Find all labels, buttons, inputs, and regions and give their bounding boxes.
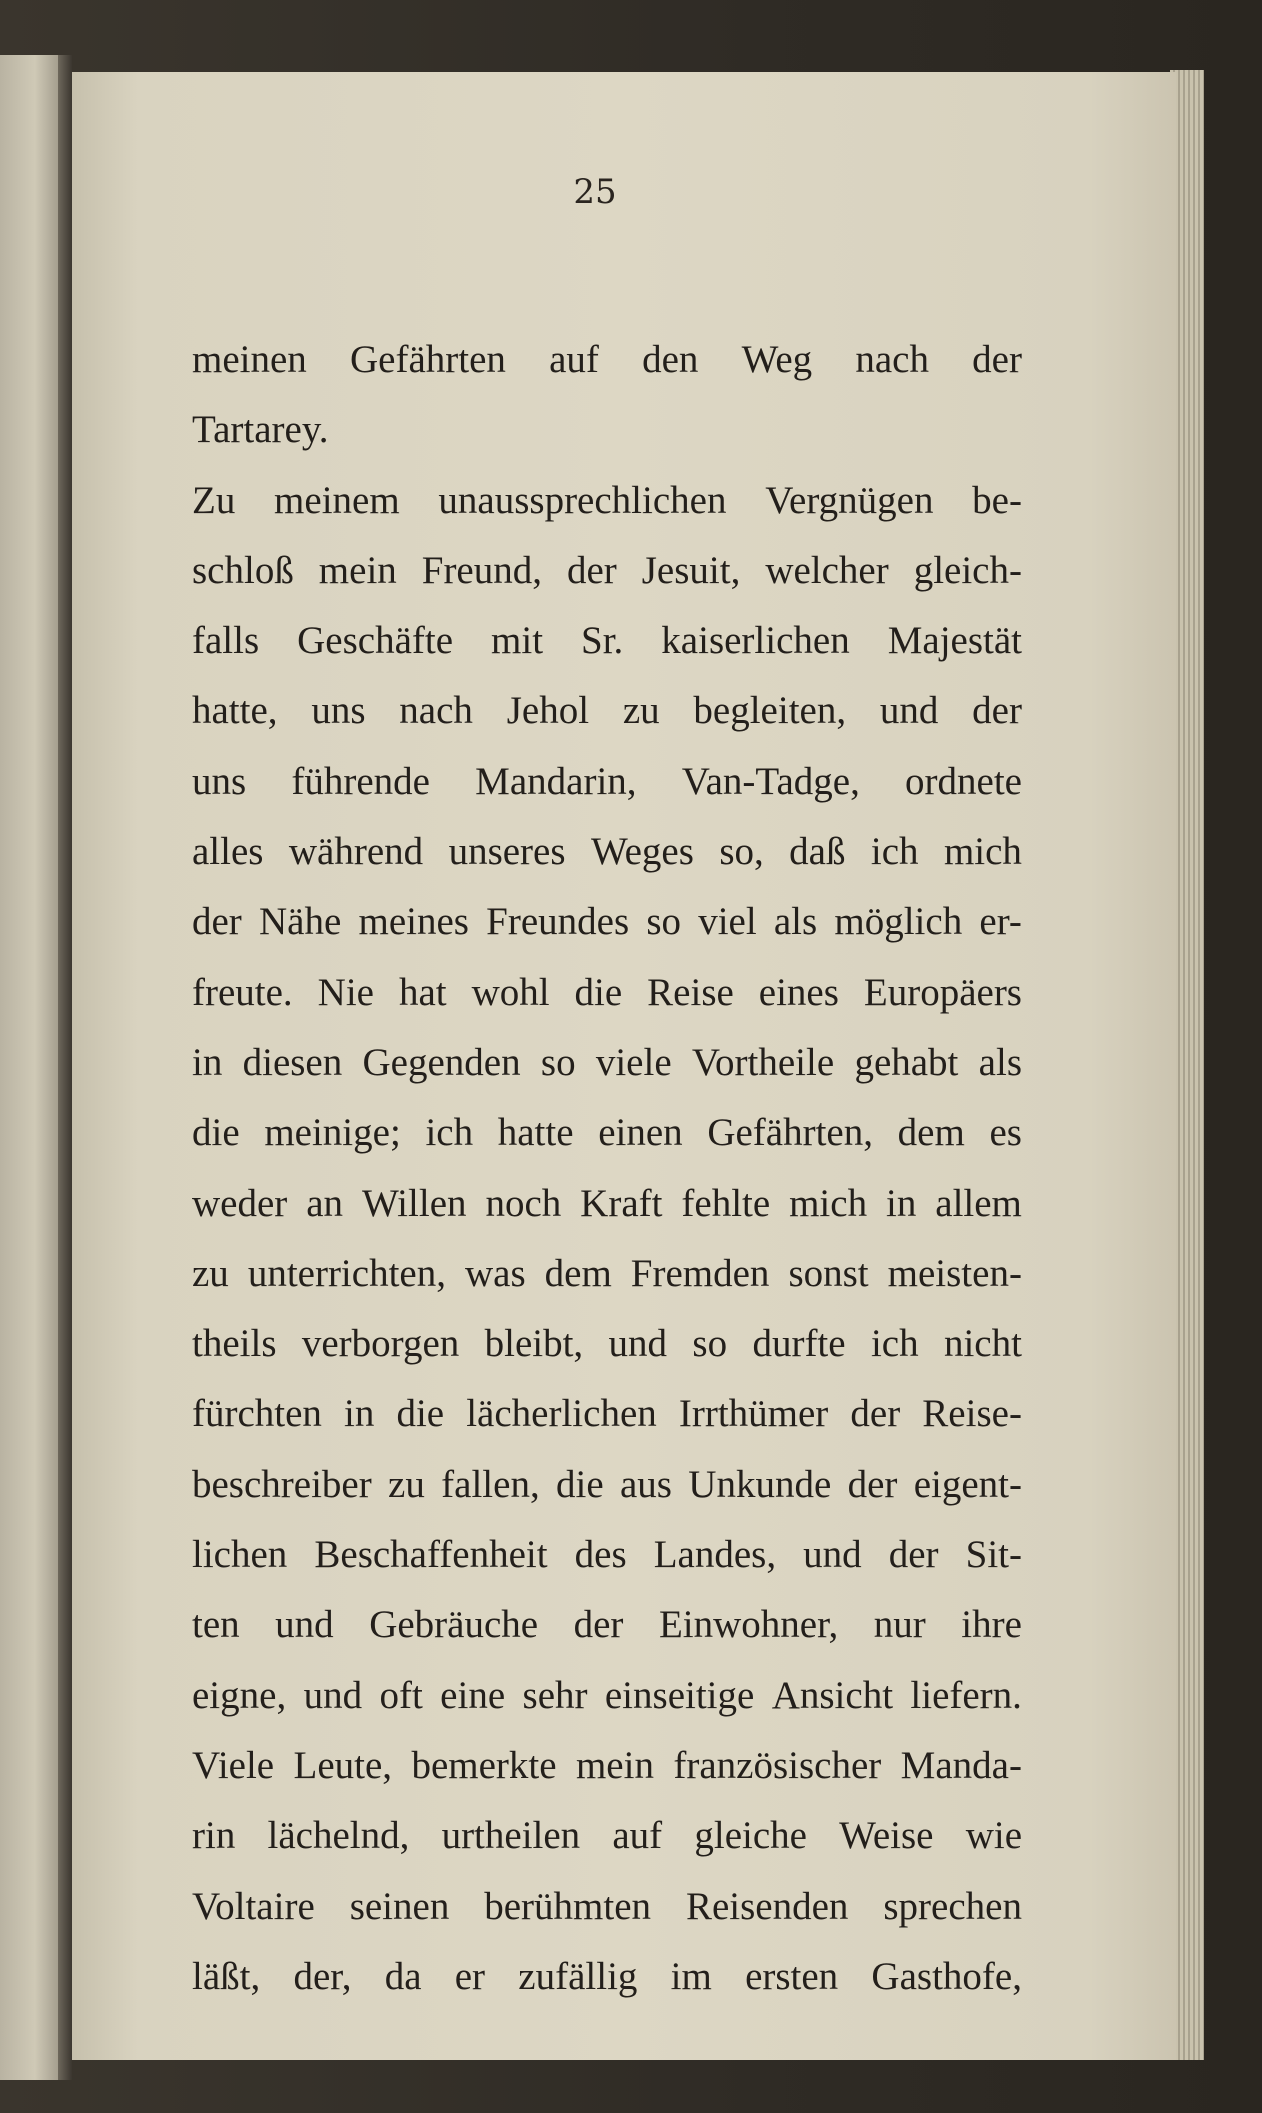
word: einen (598, 1111, 683, 1155)
word: Irrthümer (678, 1392, 829, 1436)
word: kaiserlichen (661, 619, 850, 663)
word: meines (358, 900, 469, 944)
word: Gebräuche (369, 1603, 539, 1647)
word: da (384, 1954, 422, 1998)
word: Mandarin, (475, 759, 637, 803)
word: als (978, 1040, 1022, 1084)
word: der (192, 900, 242, 944)
word: lichen (192, 1533, 288, 1577)
word: mich (943, 830, 1022, 874)
word: Viele (192, 1743, 275, 1787)
text-line (192, 1942, 1022, 2012)
word: wie (965, 1814, 1022, 1858)
word: liefern. (910, 1673, 1022, 1717)
text-line (192, 1169, 1022, 1239)
word: be- (972, 478, 1022, 522)
word: mit (491, 619, 544, 663)
word: Van-Tadge, (681, 759, 860, 803)
word: nach (855, 338, 929, 381)
word: die (556, 1462, 604, 1506)
word: berühmten (484, 1884, 652, 1928)
word: Beschaffenheit (314, 1533, 548, 1577)
word: diesen (242, 1040, 343, 1084)
word: der (573, 1603, 624, 1647)
word: durfte (752, 1322, 846, 1366)
word: hatte (497, 1111, 574, 1155)
word: aus (619, 1462, 672, 1506)
text-line (192, 817, 1022, 887)
text-line (192, 1309, 1022, 1379)
word: hat (398, 970, 447, 1014)
word: alles (192, 830, 264, 874)
word: in (886, 1181, 917, 1225)
word: Geschäfte (297, 619, 454, 663)
word: im (670, 1954, 712, 1998)
word: unaussprechlichen (438, 478, 727, 522)
word: führende (291, 759, 430, 803)
word: theils (192, 1322, 277, 1366)
text-line (192, 1801, 1022, 1871)
word: dem (897, 1111, 965, 1155)
word: fallen, (441, 1462, 540, 1506)
text-line (192, 676, 1022, 746)
word: Leute, (293, 1743, 393, 1787)
word: möglich (834, 900, 963, 944)
word: Gegenden (362, 1040, 521, 1084)
word: Sit- (965, 1533, 1022, 1577)
word: Willen (361, 1181, 467, 1225)
text-line (192, 1098, 1022, 1168)
word: Sr. (581, 619, 624, 663)
word: der (847, 1462, 898, 1506)
word: oft (379, 1673, 423, 1717)
word: lächelnd, (267, 1814, 410, 1858)
word: fürchten (192, 1392, 322, 1436)
word: Vortheile (691, 1040, 835, 1084)
word: sprechen (883, 1884, 1022, 1928)
word: daß (789, 830, 846, 874)
word: bemerkte (411, 1743, 557, 1787)
word: meinem (274, 478, 400, 522)
word: allem (935, 1181, 1022, 1225)
word: der (850, 1392, 901, 1436)
word: des (574, 1533, 627, 1577)
word: uns (192, 759, 247, 803)
word: Tartarey. (192, 408, 329, 452)
word: und (275, 1603, 334, 1647)
text-line (192, 325, 1022, 395)
word: einseitige (604, 1673, 755, 1717)
text-line (192, 747, 1022, 817)
word: mein (318, 548, 397, 592)
word: lächerlichen (466, 1392, 657, 1436)
word: schloß (192, 548, 294, 592)
word: Zu (192, 478, 236, 522)
word: Fremden (630, 1251, 770, 1295)
word: ich (870, 830, 919, 874)
word: Weges (590, 830, 694, 874)
text-line (192, 536, 1022, 606)
word: seinen (349, 1884, 450, 1928)
word: meinen (192, 338, 307, 381)
word: wohl (471, 970, 550, 1014)
word: viel (698, 900, 757, 944)
word: Reisenden (685, 1884, 849, 1928)
word: zu (388, 1462, 425, 1506)
word: so (646, 900, 681, 944)
word: und (608, 1322, 668, 1366)
text-line (192, 958, 1022, 1028)
word: so (692, 1322, 728, 1366)
word: beschreiber (192, 1462, 372, 1506)
word: den (642, 338, 699, 381)
word: die (192, 1111, 240, 1155)
word: Kraft (580, 1181, 663, 1225)
text-line (192, 1590, 1022, 1660)
word: weder (192, 1181, 288, 1225)
word: er (454, 1954, 486, 1998)
word: Vergnügen (765, 478, 934, 522)
text-line (192, 1379, 1022, 1449)
word: Unkunde (688, 1462, 832, 1506)
word: Gefährten, (707, 1111, 873, 1155)
word: ordnete (905, 759, 1022, 803)
word: und (303, 1673, 363, 1717)
word: begleiten, (693, 689, 847, 733)
word: mich (789, 1181, 868, 1225)
word: der (972, 338, 1022, 381)
word: zu (622, 689, 660, 733)
word: Freund, (421, 548, 542, 592)
word: gleich- (913, 548, 1022, 592)
text-line (192, 395, 1022, 465)
word: rin (192, 1814, 236, 1858)
word: der (972, 689, 1022, 733)
word: Gefährten (350, 338, 506, 381)
word: welcher (765, 548, 889, 592)
word: eine (440, 1673, 506, 1717)
word: Majestät (887, 619, 1022, 663)
word: uns (311, 689, 366, 733)
word: freute. (192, 970, 293, 1014)
word: die (574, 970, 623, 1014)
word: Jesuit, (641, 548, 741, 592)
word: nach (399, 689, 473, 733)
word: Manda- (900, 1743, 1022, 1787)
word: mein (575, 1743, 654, 1787)
text-line (192, 1872, 1022, 1942)
text-line (192, 1239, 1022, 1309)
word: unterrichten, (247, 1251, 446, 1295)
word: Freundes (486, 900, 630, 944)
word: meinige; (264, 1111, 401, 1155)
text-line (192, 1450, 1022, 1520)
word: Nähe (259, 900, 342, 944)
word: Reise- (922, 1392, 1022, 1436)
word: als (773, 900, 818, 944)
word: so, (719, 830, 764, 874)
word: in (344, 1392, 375, 1436)
word: fehlte (681, 1181, 771, 1225)
word: verborgen (301, 1322, 460, 1366)
word: urtheilen (441, 1814, 581, 1858)
word: falls (192, 619, 260, 663)
word: gleiche (694, 1814, 807, 1858)
word: eigne, (192, 1673, 287, 1717)
word: Voltaire (192, 1884, 315, 1928)
word: sehr (522, 1673, 588, 1717)
word: in (192, 1040, 223, 1084)
word: ihre (961, 1603, 1022, 1647)
word: Reise (647, 970, 734, 1014)
word: Weise (839, 1814, 934, 1858)
word: es (989, 1111, 1022, 1155)
word: nicht (943, 1322, 1022, 1366)
word: Nie (317, 970, 374, 1014)
word: während (288, 830, 424, 874)
text-line (192, 1520, 1022, 1590)
word: läßt, (192, 1954, 261, 1998)
word: bleibt, (484, 1322, 584, 1366)
word: der, (293, 1954, 352, 1998)
word: ich (425, 1111, 474, 1155)
word: ich (870, 1322, 919, 1366)
word: der (888, 1533, 939, 1577)
text-line (192, 887, 1022, 957)
word: der (566, 548, 617, 592)
word: meisten- (887, 1251, 1022, 1295)
word: hatte, (192, 689, 278, 733)
word: Ansicht (771, 1673, 894, 1717)
word: Einwohner, (658, 1603, 839, 1647)
word: französischer (673, 1743, 882, 1787)
word: Jehol (506, 689, 590, 733)
word: eines (758, 970, 839, 1014)
word: eigent- (913, 1462, 1022, 1506)
text-line (192, 1661, 1022, 1731)
word: viele (595, 1040, 672, 1084)
word: so (540, 1040, 576, 1084)
word: was (464, 1251, 526, 1295)
word: und (803, 1533, 862, 1577)
word: gehabt (854, 1040, 959, 1084)
text-line (192, 1028, 1022, 1098)
word: Weg (741, 338, 813, 381)
book-gutter (58, 55, 72, 2080)
word: Europäers (863, 970, 1022, 1014)
word: Landes, (653, 1533, 777, 1577)
word: unseres (448, 830, 566, 874)
word: an (306, 1181, 344, 1225)
word: noch (485, 1181, 562, 1225)
text-line (192, 466, 1022, 536)
word: dem (544, 1251, 612, 1295)
facing-page-edge (0, 55, 58, 2080)
word: zu (192, 1251, 229, 1295)
body-text (192, 325, 1022, 2012)
word: ten (192, 1603, 240, 1647)
word: sonst (788, 1251, 869, 1295)
word: nur (873, 1603, 926, 1647)
word: ersten (745, 1954, 839, 1998)
word: er- (979, 900, 1022, 944)
word: und (879, 689, 939, 733)
word: die (396, 1392, 445, 1436)
text-line (192, 1731, 1022, 1801)
word: Gasthofe, (871, 1954, 1022, 1998)
word: zufällig (518, 1954, 638, 1998)
word: auf (612, 1814, 663, 1858)
text-line (192, 606, 1022, 676)
page-number: 25 (573, 172, 617, 212)
word: auf (549, 338, 599, 381)
